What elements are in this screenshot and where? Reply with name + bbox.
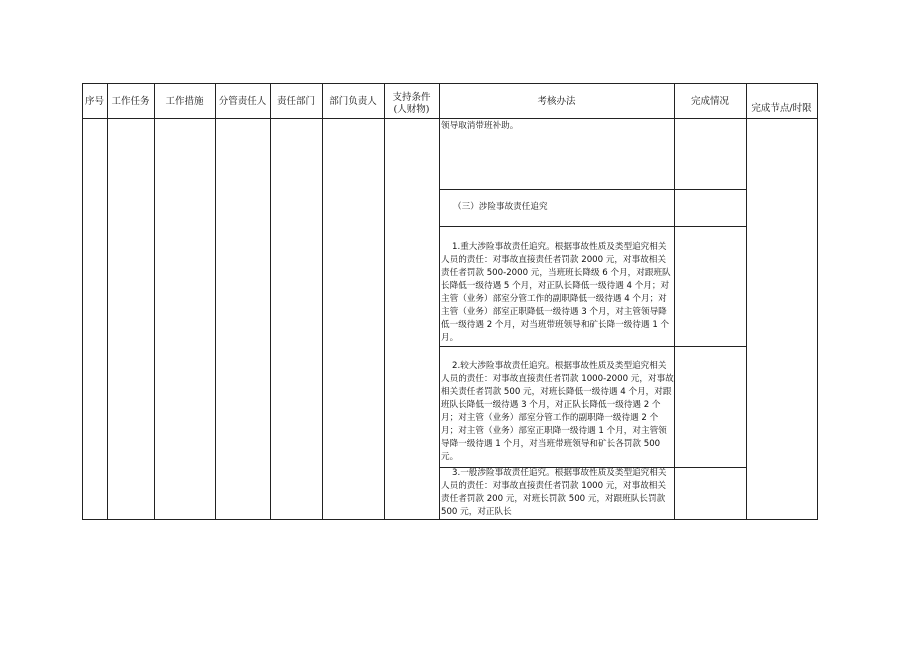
text-line: 元。	[441, 452, 459, 462]
text-line: 低一级待遇 2 个月，对当班带班领导和矿长降一级待遇 1 个	[441, 320, 670, 330]
column-divider	[270, 83, 271, 520]
text-line: 500 元，对正队长	[441, 507, 512, 517]
header-dept: 责任部门	[276, 96, 315, 107]
header-assessment: 考核办法	[537, 96, 576, 107]
assessment-cell-2	[453, 201, 673, 214]
text-line: 人员的责任：对事故直接责任者罚款 1000-2000 元，对事故	[441, 374, 674, 384]
assessment-text: 领导取消带班补助。	[441, 121, 519, 131]
column-divider	[154, 83, 155, 520]
column-divider	[322, 83, 323, 520]
row-divider	[439, 226, 746, 227]
assessment-cell-4	[441, 360, 674, 464]
table-left-border	[82, 83, 83, 520]
column-divider	[215, 83, 216, 520]
assessment-cell-5	[441, 467, 674, 519]
assessment-cell-1	[441, 120, 673, 133]
header-bottom-border	[82, 118, 818, 119]
table-right-border	[817, 83, 818, 520]
header-status: 完成情况	[690, 96, 729, 107]
text-line: 月；对主管（业务）部室分管工作的副职降一级待遇 2 个	[441, 413, 659, 423]
table-bottom-border	[82, 519, 818, 520]
column-divider	[384, 83, 385, 520]
column-divider	[439, 83, 440, 520]
text-line: 2.较大涉险事故责任追究。根据事故性质及类型追究相关	[452, 361, 667, 371]
text-line: 班队长降低一级待遇 3 个月，对正队长降低一级待遇 2 个	[441, 400, 661, 410]
assessment-cell-3	[441, 241, 674, 345]
text-line: 月。	[441, 333, 459, 343]
text-line: 3.一般涉险事故责任追究。根据事故性质及类型追究相关	[452, 468, 667, 478]
header-support-note: (人财物)	[393, 104, 430, 115]
text-line: 主管（业务）部室正职降低一级待遇 3 个月，对主管领导降	[441, 307, 667, 317]
text-line: 责任者罚款 200 元，对班长罚款 500 元，对跟班队长罚款	[441, 494, 666, 504]
table-top-border	[82, 83, 818, 84]
header-leader: 分管责任人	[218, 96, 267, 107]
row-divider	[439, 346, 746, 347]
assessment-subheading: （三）涉险事故责任追究	[453, 202, 548, 212]
text-line: 相关责任者罚款 500 元，对班长降低一级待遇 4 个月，对跟	[441, 387, 672, 397]
text-line: 主管（业务）部室分管工作的副职降低一级待遇 4 个月；对	[441, 294, 667, 304]
text-line: 月；对主管（业务）部室正职降一级待遇 1 个月，对主管领	[441, 426, 667, 436]
header-dept-head: 部门负责人	[329, 96, 377, 107]
header-support: 支持条件	[392, 92, 431, 103]
header-task: 工作任务	[111, 96, 150, 107]
column-divider	[746, 83, 747, 520]
text-line: 1.重大涉险事故责任追究。根据事故性质及类型追究相关	[452, 242, 667, 252]
text-line: 人员的责任：对事故直接责任者罚款 2000 元，对事故相关	[441, 255, 666, 265]
text-line: 人员的责任：对事故直接责任者罚款 1000 元，对事故相关	[441, 481, 666, 491]
column-divider	[674, 83, 675, 520]
header-seq: 序号	[84, 96, 104, 107]
row-divider	[439, 189, 746, 190]
text-line: 导降一级待遇 1 个月，对当班带班领导和矿长各罚款 500	[441, 439, 661, 449]
header-deadline: 完成节点/时限	[751, 103, 812, 114]
column-divider	[107, 83, 108, 520]
text-line: 长降低一级待遇 5 个月，对正队长降低一级待遇 4 个月；对	[441, 281, 670, 291]
text-line: 责任者罚款 500-2000 元，当班班长降级 6 个月，对跟班队	[441, 268, 671, 278]
header-measures: 工作措施	[165, 96, 204, 107]
